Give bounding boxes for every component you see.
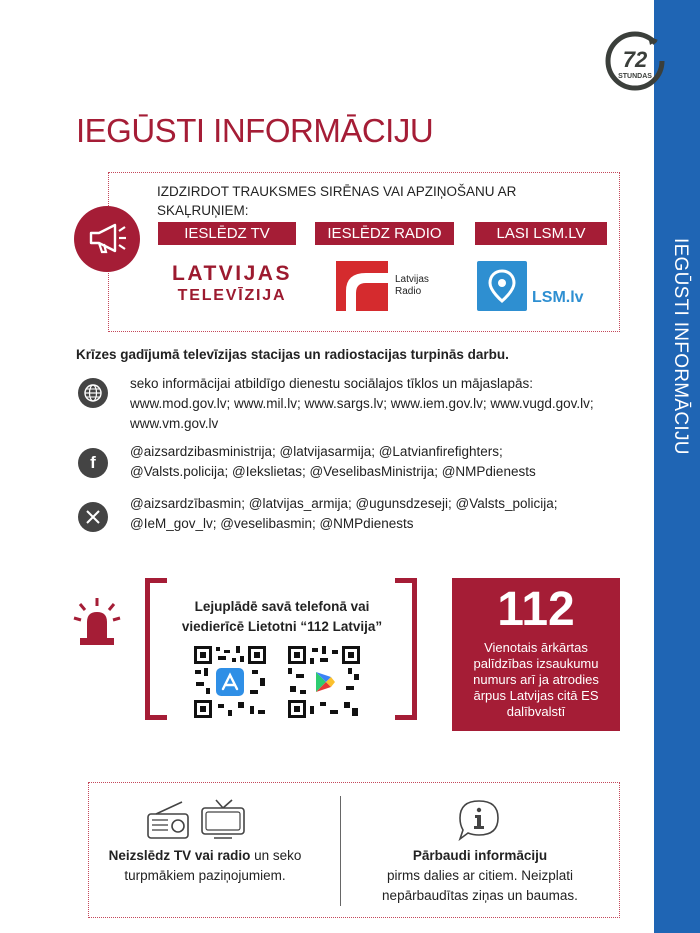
globe-icon (78, 378, 108, 408)
radio-logo-icon (336, 261, 388, 311)
radio-icon (146, 800, 190, 840)
ltv-logo-line1: LATVIJAS (172, 262, 292, 285)
websites-text: seko informācijai atbildīgo dienestu sociālajos tīklos un mājaslapās: www.mod.gov.lv; www.mil.lv; www.sargs.lv; www.iem.gov.lv; www.vugd.gov.lv; www.vm.gov.lv (130, 376, 594, 431)
verify-info-rest: pirms dalies ar citiem. Neizplati nepārbaudītas ziņas un baumas. (382, 868, 578, 903)
turn-on-tv-button[interactable]: IESLĒDZ TV (158, 222, 296, 245)
lsm-logo[interactable] (477, 261, 584, 311)
media-intro-text: IZDZIRDOT TRAUKSMES SIRĒNAS VAI APZIŅOŠANU AR SKAĻRUŅIEM: (157, 184, 517, 218)
latvijas-televizija-logo[interactable] (162, 262, 302, 306)
lsm-logo-text: LSM.lv (532, 289, 584, 306)
72-hours-badge-icon (604, 30, 666, 92)
radio-logo-line1: Latvijas (395, 274, 429, 285)
ltv-logo-line2: TELEVĪZIJA (177, 287, 287, 304)
facebook-icon: f (78, 448, 108, 478)
badge-number: 72 (622, 47, 648, 72)
emergency-number: 112 (497, 583, 575, 636)
x-accounts-text: @aizsardzībasmin; @latvijas_armija; @ugunsdzeseji; @Valsts_policija; @IeM_gov_lv; @veselibasmin; @NMPdienests (130, 496, 558, 531)
keep-tv-on-rest: un seko turpmākiem paziņojumiem. (124, 848, 302, 883)
read-lsm-button[interactable]: LASI LSM.LV (475, 222, 607, 245)
info-icon (454, 798, 504, 842)
location-pin-icon (477, 261, 527, 311)
facebook-accounts-text: @aizsardzibasministrija; @latvijasarmija; @Latvianfirefighters; @Valsts.policija; @Iekslietas; @VeselibasMinistrija; @NMPdienests (130, 444, 536, 479)
x-twitter-icon (78, 502, 108, 532)
radio-logo-line2: Radio (395, 286, 422, 297)
sidebar (654, 0, 700, 933)
google-play-qr-code[interactable] (286, 644, 362, 720)
app-store-qr-code[interactable] (192, 644, 268, 720)
emergency-description: Vienotais ārkārtas palīdzības izsaukumu numurs arī ja atrodies ārpus Latvijas citā ES dalībvalstī (473, 640, 599, 719)
verify-info-tip (355, 846, 605, 906)
app-download-text: Lejuplādē savā telefonā vai viedierīcē Lietotni “112 Latvija” (181, 599, 383, 634)
emergency-number-box (452, 578, 620, 731)
verify-info-bold: Pārbaudi informāciju (412, 848, 548, 863)
page-title: IEGŪSTI INFORMĀCIJU (76, 112, 434, 149)
megaphone-icon (74, 206, 140, 272)
sidebar-title: IEGŪSTI INFORMĀCIJU (670, 238, 691, 455)
keep-tv-on-bold: Neizslēdz TV vai radio (108, 848, 251, 863)
turn-on-radio-button[interactable]: IESLĒDZ RADIO (315, 222, 454, 245)
siren-icon (72, 596, 122, 648)
tv-icon (200, 798, 246, 840)
latvijas-radio-logo[interactable] (336, 261, 429, 311)
keep-tv-on-tip (100, 846, 310, 886)
badge-label: STUNDAS (618, 73, 652, 80)
bottom-divider (340, 796, 341, 906)
crisis-note: Krīzes gadījumā televīzijas stacijas un radiostacijas turpinās darbu. (76, 347, 509, 362)
